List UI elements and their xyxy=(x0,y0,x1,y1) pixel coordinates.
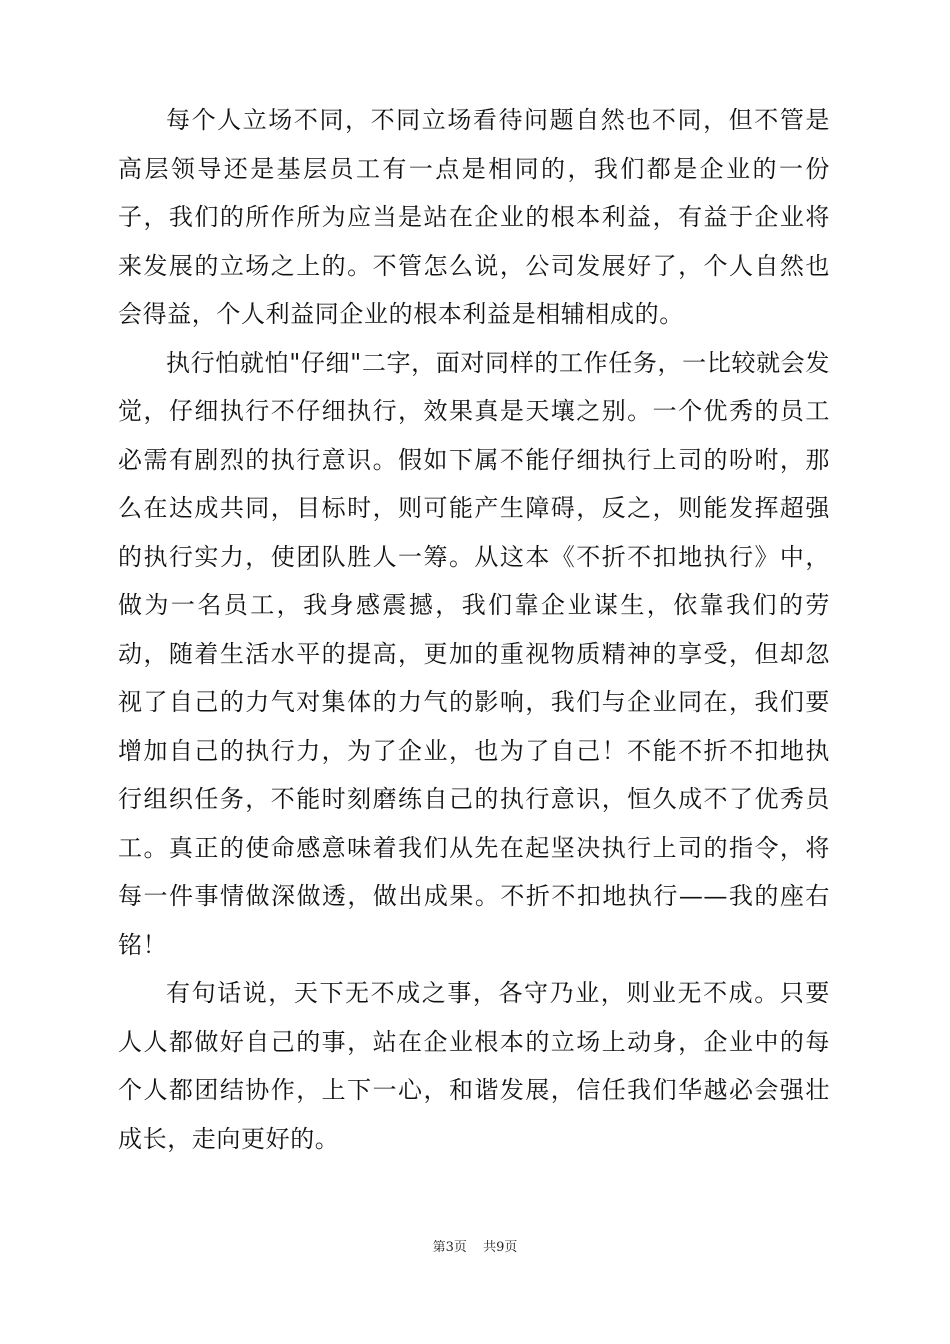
paragraph-3: 有句话说，天下无不成之事，各守乃业，则业无不成。只要人人都做好自己的事，站在企业根本的立场上动身，企业中的每个人都团结协作，上下一心，和谐发展，信任我们华越必会强壮成长，走向更好的。 xyxy=(118,979,830,1153)
page-number: 第3页 xyxy=(432,1240,467,1255)
paragraph-2: 执行怕就怕"仔细"二字，面对同样的工作任务，一比较就会发觉，仔细执行不仔细执行，效果真是天壤之别。一个优秀的员工必需有剧烈的执行意识。假如下属不能仔细执行上司的吩咐，那么在达成共同，目标时，则可能产生障碍，反之，则能发挥超强的执行实力，使团队胜人一筹。从这本《不折不扣地执行》中，做为一名员工，我身感震撼，我们靠企业谋生，依靠我们的劳动，随着生活水平的提高，更加的重视物质精神的享受，但却忽视了自己的力气对集体的力气的影响，我们与企业同在，我们要增加自己的执行力，为了企业，也为了自己！不能不折不扣地执行组织任务，不能时刻磨练自己的执行意识，恒久成不了优秀员工。真正的使命感意味着我们从先在起坚决执行上司的指令，将每一件事情做深做透，做出成果。不折不扣地执行——我的座右铭！ xyxy=(118,348,830,959)
page-footer xyxy=(0,1236,950,1255)
page-total: 共9页 xyxy=(483,1240,518,1255)
paragraph-1: 每个人立场不同，不同立场看待问题自然也不同，但不管是高层领导还是基层员工有一点是相同的，我们都是企业的一份子，我们的所作所为应当是站在企业的根本利益，有益于企业将来发展的立场之上的。不管怎么说，公司发展好了，个人自然也会得益，个人利益同企业的根本利益是相辅相成的。 xyxy=(118,106,830,328)
document-body xyxy=(118,96,830,1163)
